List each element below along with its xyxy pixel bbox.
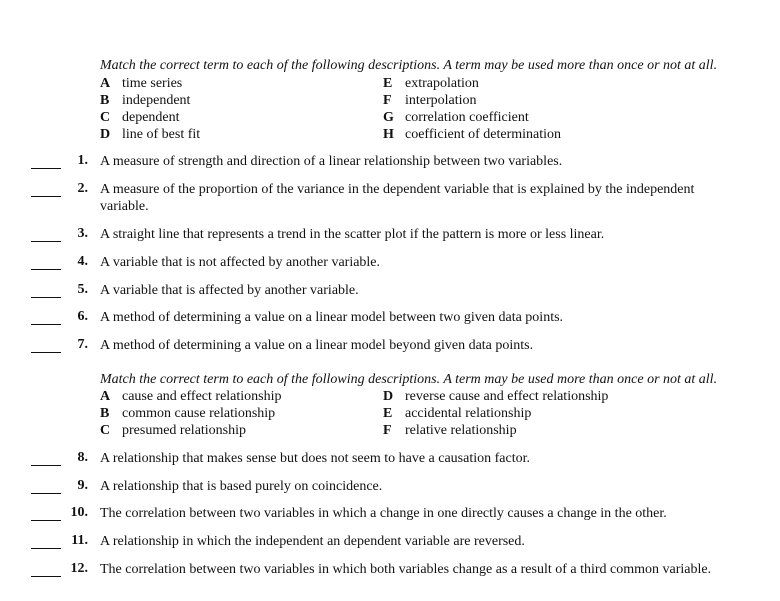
term-2a: A cause and effect relationship	[100, 389, 282, 404]
question-text: A relationship that makes sense but does not seem to have a causation factor.	[100, 451, 530, 466]
question-number: 3.	[77, 226, 88, 241]
question-text: A measure of strength and direction of a linear relationship between two variables.	[100, 154, 563, 169]
question-text: A method of determining a value on a linear model beyond given data points.	[100, 338, 534, 353]
question-text: The correlation between two variables in which both variables change as a result of a third common variable.	[100, 562, 712, 577]
question-text: A relationship that is based purely on coincidence.	[100, 479, 383, 494]
question-number: 6.	[77, 309, 88, 324]
term-1f: F interpolation	[383, 93, 477, 108]
question-text: A straight line that represents a trend in the scatter plot if the pattern is more or less linear.	[100, 227, 605, 242]
term-1b: B independent	[100, 93, 191, 108]
question-number: 9.	[77, 478, 88, 493]
term-2c: C presumed relationship	[100, 423, 247, 438]
section2-instruction: Match the correct term to each of the following descriptions. A term may be used more than once or not at all.	[100, 372, 718, 387]
question-number: 4.	[77, 254, 88, 269]
term-1c: C dependent	[100, 110, 180, 125]
question-number: 5.	[77, 282, 88, 297]
question-text: A variable that is not affected by another variable.	[100, 255, 381, 270]
question-text: A method of determining a value on a linear model between two given data points.	[100, 310, 564, 325]
term-1a: A time series	[100, 76, 183, 91]
question-text: The correlation between two variables in which a change in one directly causes a change in the other.	[100, 506, 667, 521]
question-number: 10.	[70, 505, 88, 520]
section1-instruction: Match the correct term to each of the following descriptions. A term may be used more than once or not at all.	[100, 58, 718, 73]
question-number: 12.	[70, 561, 88, 576]
question-text: A variable that is affected by another variable.	[100, 283, 359, 298]
question-number: 7.	[77, 337, 88, 352]
term-1d: D line of best fit	[100, 127, 201, 142]
question-number: 11.	[71, 533, 88, 548]
term-2d: D reverse cause and effect relationship	[383, 389, 609, 404]
term-2b: B common cause relationship	[100, 406, 276, 421]
term-1h: H coefficient of determination	[383, 127, 562, 142]
question-text: A relationship in which the independent an dependent variable are reversed.	[100, 534, 525, 549]
question-number: 2.	[77, 181, 88, 196]
question-number: 1.	[77, 153, 88, 168]
term-1e: E extrapolation	[383, 76, 479, 91]
question-number: 8.	[77, 450, 88, 465]
term-2e: E accidental relationship	[383, 406, 532, 421]
term-2f: F relative relationship	[383, 423, 517, 438]
question-text: A measure of the proportion of the variance in the dependent variable that is explained by the independent variable.	[100, 182, 695, 214]
term-1g: G correlation coefficient	[383, 110, 529, 125]
